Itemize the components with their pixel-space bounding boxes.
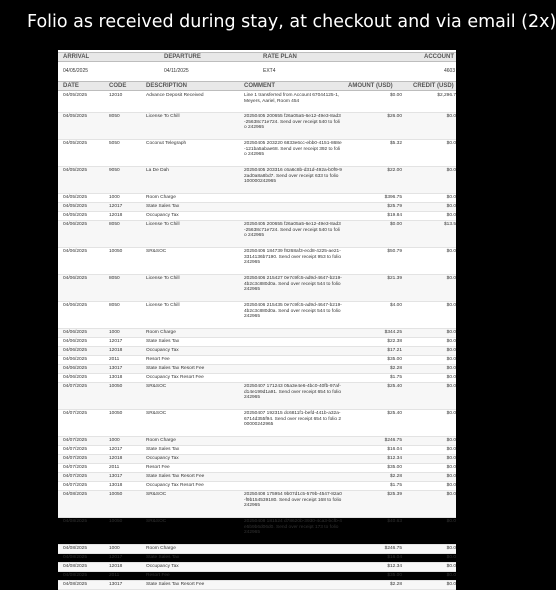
amount-cell: $2.28 [389, 366, 402, 371]
date-cell: 04/05/2025 [63, 195, 88, 200]
code-cell: 5050 [109, 141, 120, 146]
amount-cell: $12.34 [387, 564, 402, 569]
comment-cell: 20250407 171243 05a3e4e6-4bc0-40fb-97af-d14e199d1a91. Send over receipt 654 to folio 242965 [244, 384, 342, 401]
credit-cell: $0.0 [446, 366, 456, 371]
credit-cell: $0.0 [446, 213, 456, 218]
ledger-table [58, 92, 456, 590]
description-cell: License To Chill [146, 276, 180, 281]
date-cell: 04/05/2025 [63, 168, 88, 173]
amount-cell: $2.28 [389, 474, 402, 479]
code-cell: 10050 [109, 249, 123, 254]
code-cell: 1000 [109, 438, 120, 443]
date-cell: 04/07/2025 [63, 384, 88, 389]
code-cell: 10050 [109, 384, 123, 389]
amount-cell: $25.39 [387, 492, 402, 497]
amount-cell: $26.00 [387, 114, 402, 119]
code-cell: 12017 [109, 555, 123, 560]
description-cell: Room Charge [146, 195, 176, 200]
code-cell: 8050 [109, 222, 120, 227]
amount-cell: $22.38 [387, 339, 402, 344]
table-row [58, 203, 456, 212]
description-cell: Resort Fee [146, 357, 170, 362]
code-cell: 12018 [109, 213, 123, 218]
description-cell: State Sales Tax [146, 204, 180, 209]
table-row [58, 275, 456, 302]
credit-cell: $0.0 [446, 141, 456, 146]
credit-cell: $0.0 [446, 348, 456, 353]
code-cell: 8050 [109, 114, 120, 119]
code-cell: 10050 [109, 519, 123, 524]
credit-cell: $0.0 [446, 411, 456, 416]
credit-cell: $0.0 [446, 465, 456, 470]
code-cell: 13017 [109, 582, 123, 587]
amount-cell: $0.00 [389, 222, 402, 227]
code-cell: 2011 [109, 357, 120, 362]
description-cell: SR&SOC [146, 384, 167, 389]
description-cell: Occupancy Tax [146, 564, 179, 569]
description-cell: License To Chill [146, 222, 180, 227]
amount-cell: $25.40 [387, 411, 402, 416]
rate-plan-header: RATE PLAN [263, 54, 297, 60]
table-row [58, 464, 456, 473]
comment-cell: 20250406 215427 0e7c9fc5-ad9d-4647-b219-4b2c3c880d0a. Send over receipt 544 to folio 242965 [244, 276, 342, 293]
rate-plan-value: EXT4 [263, 68, 276, 74]
description-cell: State Sales Tax Resort Fee [146, 582, 205, 587]
amount-cell: $4.00 [389, 303, 402, 308]
description-cell: Room Charge [146, 546, 176, 551]
table-row [58, 482, 456, 491]
credit-cell: $2,296.7 [437, 93, 456, 98]
description-cell: Coconut Telegraph [146, 141, 187, 146]
comment-cell: 20250408 181524 d78620b-3930-4ca3-bcfb-4e5b9b6d06d0. Send over receipt 173 to folio 242965 [244, 519, 342, 536]
code-cell: 13017 [109, 366, 123, 371]
comment-cell: 20250406 184739 f8268af3-ecd8-4225-ae21-3314136b7190. Send over receipt 953 to folio 242965 [244, 249, 342, 266]
code-cell: 12018 [109, 564, 123, 569]
date-cell: 04/06/2025 [63, 303, 88, 308]
credit-cell: $0.0 [446, 204, 456, 209]
table-row [58, 446, 456, 455]
table-row [58, 473, 456, 482]
credit-cell: $0.0 [446, 168, 456, 173]
table-row [58, 167, 456, 194]
amount-cell: $25.79 [387, 204, 402, 209]
description-cell: Room Charge [146, 330, 176, 335]
table-row [58, 581, 456, 590]
code-cell: 12017 [109, 204, 123, 209]
code-cell: 13018 [109, 375, 123, 380]
description-cell: Occupancy Tax Resort Fee [146, 375, 204, 380]
code-cell: 13017 [109, 474, 123, 479]
arrival-value: 04/05/2025 [63, 68, 89, 74]
table-row [58, 329, 456, 338]
code-cell: 12018 [109, 456, 123, 461]
credit-cell: $0.0 [446, 339, 456, 344]
credit-cell: $0.0 [446, 114, 456, 119]
credit-cell: $0.0 [446, 564, 456, 569]
amount-cell: $35.00 [387, 357, 402, 362]
description-cell: State Sales Tax [146, 339, 180, 344]
comment-cell: Line 1 transferred from Account 67044125-1, Meyers, Aariel, Room 454 [244, 93, 340, 104]
code-cell: 12010 [109, 93, 123, 98]
comment-cell: 20250406 215435 0e7c9fc5-ad9d-4647-b219-4b2c3c880d0a. Send over receipt 544 to folio 242965 [244, 303, 342, 320]
amount-cell: $50.79 [387, 249, 402, 254]
description-cell: State Sales Tax [146, 555, 180, 560]
table-row [58, 212, 456, 221]
date-cell: 04/05/2025 [63, 204, 88, 209]
credit-cell: $0.0 [446, 195, 456, 200]
date-cell: 04/06/2025 [63, 222, 88, 227]
amount-cell: $16.04 [387, 555, 402, 560]
code-cell: 8050 [109, 303, 120, 308]
credit-cell: $0.0 [446, 573, 456, 578]
description-cell: SR&SOC [146, 249, 167, 254]
description-cell: Occupancy Tax [146, 348, 179, 353]
code-cell: 10050 [109, 492, 123, 497]
table-row [58, 554, 456, 563]
table-row [58, 518, 456, 545]
credit-cell: $0.0 [446, 546, 456, 551]
credit-cell: $0.0 [446, 474, 456, 479]
table-row [58, 563, 456, 572]
credit-cell: $0.0 [446, 303, 456, 308]
date-cell: 04/07/2025 [63, 465, 88, 470]
comment-cell: 20250408 175954 9b07d1c5-579b-4547-82a0-f9b154539180. Send over receipt 168 to folio 242965 [244, 492, 342, 509]
description-cell: SR&SOC [146, 519, 167, 524]
table-row [58, 302, 456, 329]
date-cell: 04/08/2025 [63, 519, 88, 524]
description-cell: State Sales Tax Resort Fee [146, 474, 205, 479]
code-cell: 10050 [109, 411, 123, 416]
table-row [58, 374, 456, 383]
table-row [58, 113, 456, 140]
credit-cell: $13.5 [443, 222, 456, 227]
amount-cell: $21.39 [387, 276, 402, 281]
date-cell: 04/06/2025 [63, 348, 88, 353]
credit-cell: $0.0 [446, 456, 456, 461]
description-cell: La De Dah [146, 168, 169, 173]
date-cell: 04/06/2025 [63, 249, 88, 254]
comment-cell: 20250405 200655 f26a05a5-6e12-49e3-8ad3-25638c71e724. Send over receipt 540 to folio 242965 [244, 114, 341, 131]
code-cell: 1000 [109, 546, 120, 551]
table-row [58, 383, 456, 410]
date-cell: 04/06/2025 [63, 330, 88, 335]
date-cell: 04/08/2025 [63, 492, 88, 497]
date-cell: 04/07/2025 [63, 456, 88, 461]
amount-cell: $12.34 [387, 456, 402, 461]
amount-cell: $17.21 [387, 348, 402, 353]
credit-cell: $0.0 [446, 483, 456, 488]
date-cell: 04/08/2025 [63, 564, 88, 569]
date-cell: 04/08/2025 [63, 546, 88, 551]
comment-cell: 20250405 200655 f26a05a5-6e12-49e3-8ad3-25638c71e724. Send over receipt 540 to folio 242965 [244, 222, 341, 239]
amount-cell: $1.75 [389, 375, 402, 380]
table-row [58, 338, 456, 347]
credit-cell: $0.0 [446, 384, 456, 389]
credit-cell: $0.0 [446, 492, 456, 497]
amount-header: AMOUNT (USD) [348, 83, 393, 89]
code-cell: 2011 [109, 465, 120, 470]
table-row [58, 194, 456, 203]
ledger-header-row [58, 81, 456, 91]
credit-cell: $0.0 [446, 276, 456, 281]
date-header: DATE [63, 83, 79, 89]
account-value: 4603 [444, 68, 456, 74]
date-cell: 04/05/2025 [63, 141, 88, 146]
description-cell: Resort Fee [146, 465, 170, 470]
code-cell: 12017 [109, 447, 123, 452]
stay-header-row [58, 52, 456, 62]
comment-cell: 20250405 203220 6833e6cc-ebb0-4151-868e-121ba5abae68. Send over receipt 392 to folio 242965 [244, 141, 342, 158]
amount-cell: $35.00 [387, 465, 402, 470]
date-cell: 04/07/2025 [63, 474, 88, 479]
table-row [58, 347, 456, 356]
date-cell: 04/06/2025 [63, 366, 88, 371]
date-cell: 04/08/2025 [63, 582, 88, 587]
table-row [58, 491, 456, 518]
code-cell: 2011 [109, 573, 120, 578]
date-cell: 04/06/2025 [63, 339, 88, 344]
date-cell: 04/06/2025 [63, 357, 88, 362]
folio-document[interactable] [58, 50, 456, 587]
credit-header: CREDIT (USD) [413, 83, 454, 89]
credit-cell: $0.0 [446, 357, 456, 362]
code-cell: 12018 [109, 348, 123, 353]
date-cell: 04/06/2025 [63, 375, 88, 380]
page-title: Folio as received during stay, at checkout and via email (2x) [27, 12, 556, 32]
description-cell: Occupancy Tax Resort Fee [146, 483, 204, 488]
date-cell: 04/07/2025 [63, 483, 88, 488]
description-cell: Room Charge [146, 438, 176, 443]
credit-cell: $0.0 [446, 375, 456, 380]
code-cell: 1000 [109, 330, 120, 335]
amount-cell: $40.63 [387, 519, 402, 524]
amount-cell: $25.40 [387, 384, 402, 389]
amount-cell: $5.32 [389, 141, 402, 146]
table-row [58, 545, 456, 554]
amount-cell: $2.28 [389, 582, 402, 587]
amount-cell: $35.00 [387, 573, 402, 578]
table-row [58, 248, 456, 275]
date-cell: 04/05/2025 [63, 114, 88, 119]
amount-cell: $1.75 [389, 483, 402, 488]
table-row [58, 410, 456, 437]
table-row [58, 572, 456, 581]
date-cell: 04/08/2025 [63, 573, 88, 578]
code-cell: 1000 [109, 195, 120, 200]
table-row [58, 140, 456, 167]
departure-value: 04/11/2025 [164, 68, 189, 74]
credit-cell: $0.0 [446, 330, 456, 335]
description-cell: License To Chill [146, 114, 180, 119]
comment-cell: 20250407 192315 dc6811f1-befd-441b-a32a-6714d355f94. Send over receipt 654 to folio 200000242965 [244, 411, 342, 428]
date-cell: 04/07/2025 [63, 438, 88, 443]
code-header: CODE [109, 83, 127, 89]
table-row [58, 365, 456, 374]
departure-header: DEPARTURE [164, 54, 201, 60]
date-cell: 04/07/2025 [63, 411, 88, 416]
credit-cell: $0.0 [446, 447, 456, 452]
account-header: ACCOUNT [424, 54, 454, 60]
date-cell: 04/05/2025 [63, 93, 88, 98]
amount-cell: $246.75 [384, 546, 402, 551]
amount-cell: $16.04 [387, 447, 402, 452]
comment-cell: 20250405 203316 c6a6c8b-d31d-492a-b0f9-92ad0a8a8bd7. Send over receipt 633 to folio 100000242965 [244, 168, 342, 185]
description-cell: Resort Fee [146, 573, 170, 578]
amount-cell: $22.00 [387, 168, 402, 173]
credit-cell: $0.0 [446, 438, 456, 443]
amount-cell: $0.00 [389, 93, 402, 98]
description-cell: State Sales Tax Resort Fee [146, 366, 205, 371]
code-cell: 13018 [109, 483, 123, 488]
credit-cell: $0.0 [446, 555, 456, 560]
arrival-header: ARRIVAL [63, 54, 90, 60]
date-cell: 04/08/2025 [63, 555, 88, 560]
date-cell: 04/06/2025 [63, 276, 88, 281]
code-cell: 9050 [109, 168, 120, 173]
code-cell: 8050 [109, 276, 120, 281]
amount-cell: $19.84 [387, 213, 402, 218]
description-cell: SR&SOC [146, 492, 167, 497]
description-cell: SR&SOC [146, 411, 167, 416]
table-row [58, 356, 456, 365]
comment-header: COMMENT [244, 83, 275, 89]
stay-values-row [58, 67, 456, 77]
description-cell: Advance Deposit Received [146, 93, 204, 98]
table-row [58, 92, 456, 113]
table-row [58, 437, 456, 446]
description-cell: Occupancy Tax [146, 456, 179, 461]
description-cell: Occupancy Tax [146, 213, 179, 218]
credit-cell: $0.0 [446, 582, 456, 587]
credit-cell: $0.0 [446, 249, 456, 254]
credit-cell: $0.0 [446, 519, 456, 524]
amount-cell: $344.25 [384, 330, 402, 335]
date-cell: 04/05/2025 [63, 213, 88, 218]
description-cell: License To Chill [146, 303, 180, 308]
description-cell: State Sales Tax [146, 447, 180, 452]
amount-cell: $396.75 [384, 195, 402, 200]
table-row [58, 455, 456, 464]
table-row [58, 221, 456, 248]
date-cell: 04/07/2025 [63, 447, 88, 452]
amount-cell: $246.75 [384, 438, 402, 443]
code-cell: 12017 [109, 339, 123, 344]
description-header: DESCRIPTION [146, 83, 188, 89]
